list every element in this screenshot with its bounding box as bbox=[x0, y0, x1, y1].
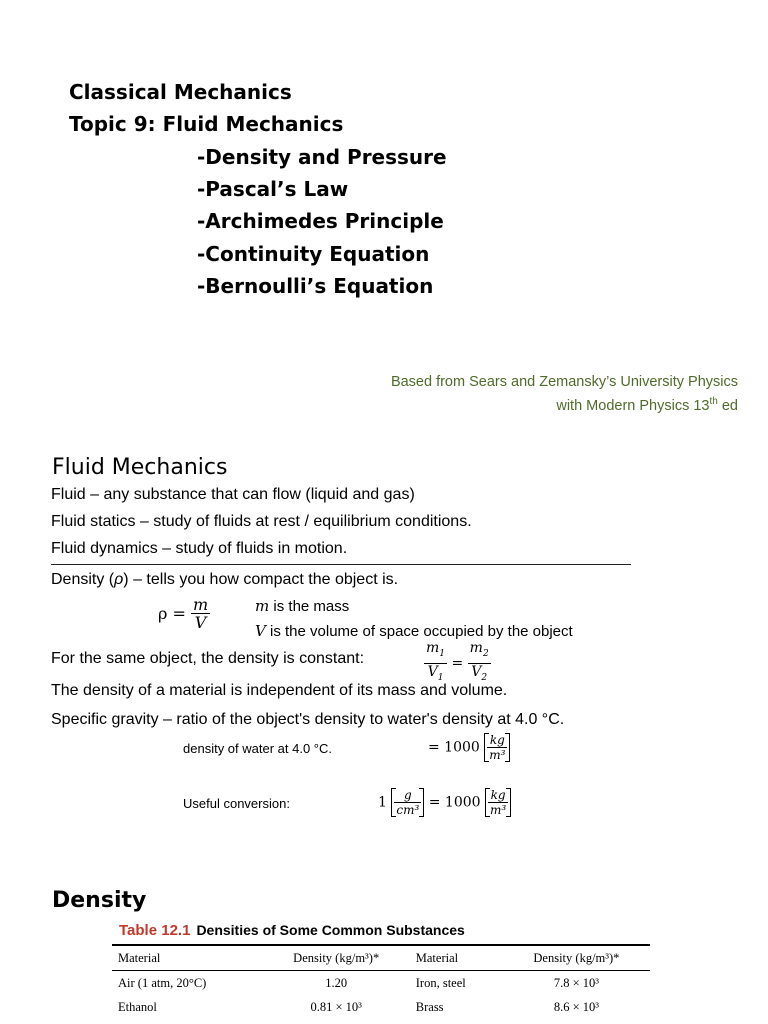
table-caption: Table 12.1 Densities of Some Common Substances bbox=[119, 922, 465, 939]
cell-density: 7.8 × 10³ bbox=[553, 975, 599, 990]
conversion-label: Useful conversion: bbox=[183, 796, 290, 811]
subtopic-item: -Density and Pressure bbox=[197, 145, 447, 169]
cell-material: Ethanol bbox=[118, 999, 157, 1014]
header-material: Material bbox=[410, 945, 503, 971]
density-ratio-equation: $\frac{m_1}{V_1}$ = $\frac{m_2}{V_2}$ bbox=[426, 640, 489, 683]
table-row bbox=[112, 995, 650, 1019]
independence-statement: The density of a material is independent of its mass and volume. bbox=[51, 682, 508, 699]
cell-density: 8.6 × 10³ bbox=[553, 999, 599, 1014]
density-formula: ρ = $\frac{m}{V}$ bbox=[158, 595, 209, 632]
subtopic-item: -Archimedes Principle bbox=[197, 209, 444, 233]
conversion-equation: 1 $\frac{g}{\text{cm³}}$ = 1000 $\frac{kg}{\text{m³}}$ bbox=[378, 788, 511, 817]
water-density-label: density of water at 4.0 °C. bbox=[183, 741, 332, 756]
density-table bbox=[112, 944, 650, 1019]
subtopic-item: -Bernoulli’s Equation bbox=[197, 274, 434, 298]
subtopic-item: -Continuity Equation bbox=[197, 242, 430, 266]
table-header-row bbox=[112, 945, 650, 971]
fluid-mechanics-heading: Fluid Mechanics bbox=[52, 455, 228, 480]
same-object-density: For the same object, the density is constant: bbox=[51, 650, 365, 667]
cell-density: 1.20 bbox=[325, 975, 348, 990]
density-definition: Density (ρ) – tells you how compact the object is. bbox=[51, 571, 399, 588]
fluid-dynamics-definition: Fluid dynamics – study of fluids in motion. bbox=[51, 540, 348, 557]
cell-material: Brass bbox=[415, 999, 444, 1014]
header-density: Density (kg/m³)* bbox=[263, 945, 410, 971]
cell-material: Air (1 atm, 20°C) bbox=[118, 975, 207, 990]
header-material: Material bbox=[112, 945, 263, 971]
section-divider bbox=[51, 564, 631, 565]
course-title: Classical Mechanics bbox=[69, 80, 292, 104]
specific-gravity-definition: Specific gravity – ratio of the object's density to water's density at 4.0 °C. bbox=[51, 711, 565, 728]
table-row bbox=[112, 971, 650, 996]
fluid-statics-definition: Fluid statics – study of fluids at rest / equilibrium conditions. bbox=[51, 513, 472, 530]
cell-density: 0.81 × 10³ bbox=[310, 999, 362, 1014]
fluid-definition: Fluid – any substance that can flow (liquid and gas) bbox=[51, 486, 415, 503]
volume-note: V is the volume of space occupied by the object bbox=[255, 622, 573, 640]
cell-material: Iron, steel bbox=[415, 975, 466, 990]
subtopic-item: -Pascal’s Law bbox=[197, 177, 349, 201]
credit-line-1: Based from Sears and Zemansky’s University Physics bbox=[390, 374, 738, 390]
topic-title: Topic 9: Fluid Mechanics bbox=[69, 112, 344, 136]
density-heading: Density bbox=[52, 888, 147, 913]
mass-note: m is the mass bbox=[255, 597, 350, 615]
credit-line-2: with Modern Physics 13th ed bbox=[556, 396, 738, 414]
header-density: Density (kg/m³)* bbox=[503, 945, 650, 971]
water-density-value: = 1000 $\frac{kg}{\text{m³}}$ bbox=[428, 733, 510, 762]
